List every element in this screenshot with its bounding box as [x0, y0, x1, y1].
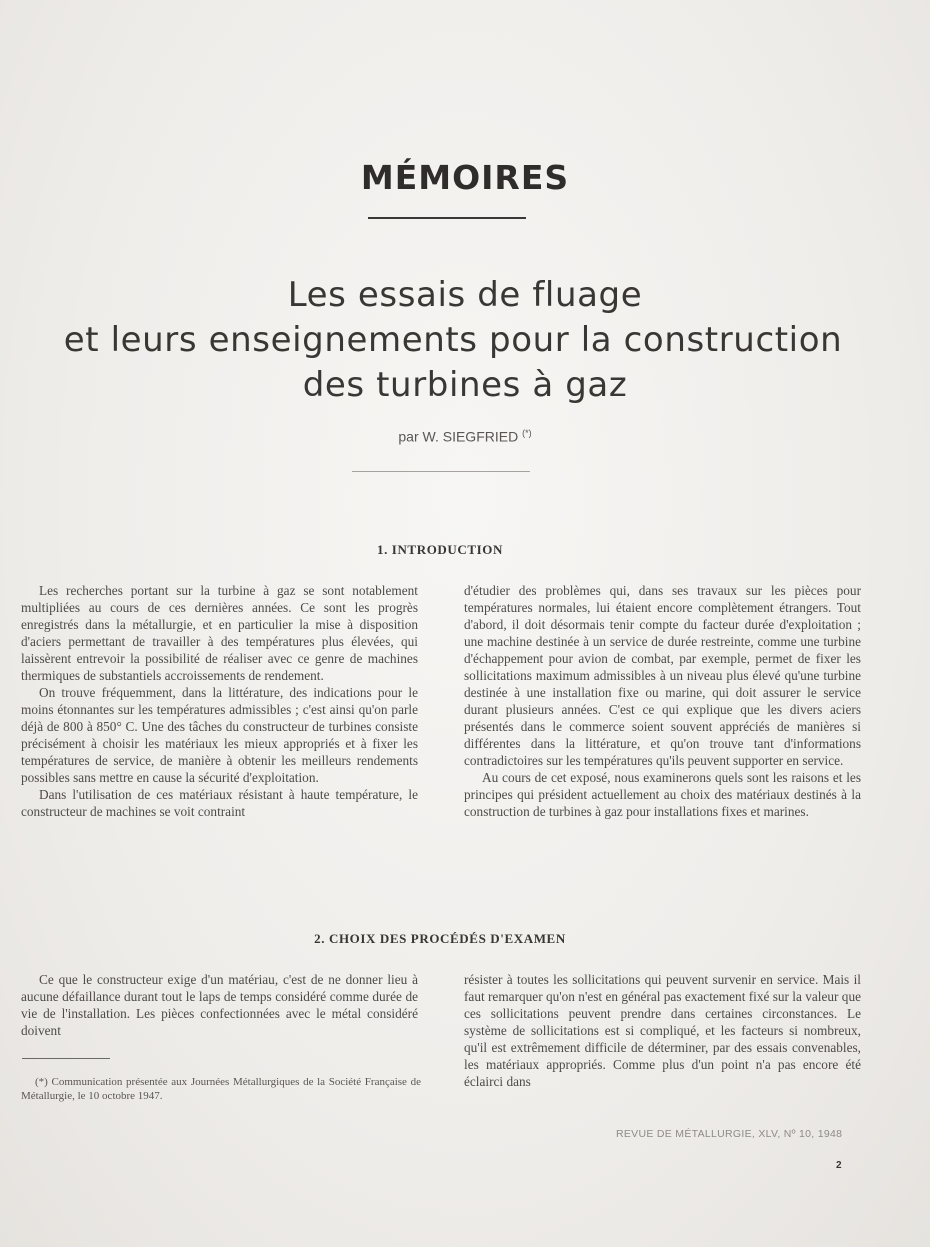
section-title-introduction: 1. INTRODUCTION	[376, 542, 503, 557]
author-byline	[0, 428, 930, 445]
section-heading: MÉMOIRES	[360, 158, 570, 197]
page-number: 2	[836, 1160, 842, 1171]
choix-paragraph-1-continued: résister à toutes les sollicitations qui peuvent survenir en service. Mais il faut remarquer qu'on n'est en général pas exactement fixé sur la valeur que ces sollicitations peuvent prendre dans certaines circonstances. Le système de sollicitations est si compliqué, et les facteurs si nombreux, qu'il est extrêmement difficile de déterminer, par des essais convenables, les matériaux appropriés. Comme plus d'un point n'a pas encore été éclairci dans	[464, 972, 861, 1089]
author-name: par W. SIEGFRIED	[398, 428, 519, 445]
intro-paragraph-3: Dans l'utilisation de ces matériaux résistant à haute température, le constructeur de machines se voit contraint	[21, 787, 418, 819]
article-title-line-3: des turbines à gaz	[302, 365, 628, 405]
intro-left-column	[21, 582, 418, 820]
heading-rule	[368, 217, 526, 219]
intro-paragraph-1: Les recherches portant sur la turbine à gaz se sont notablement multipliées au cours de ces dernières années. Ce sont les progrès enregistrés dans la métallurgie, et en particulier la mise à disposition d'aciers permettant de travailler à des températures plus élevées, qui laissèrent entrevoir la possibilité de réaliser avec ce genre de machines thermiques de substantiels accroissements de rendement.	[21, 583, 418, 683]
intro-paragraph-3-continued: d'étudier des problèmes qui, dans ses travaux sur les pièces pour températures normales, lui étaient encore complètement étrangers. Tout d'abord, il doit désormais tenir compte du facteur durée d'exploitation ; une machine destinée à un service de durée restreinte, comme une turbine d'échappement pour avion de combat, par exemple, permet de fixer les sollicitations maximum admissibles à un niveau plus élevé qu'une turbine destinée à une installation fixe ou marine, qui doit assurer le service durant plusieurs années. C'est ce qui explique que les divers aciers présentés dans le commerce soient souvent appréciés de manières si différentes dans la littérature, et qu'on trouve tant d'informations contradictoires sur les températures qu'ils peuvent supporter en service.	[464, 583, 861, 768]
intro-paragraph-4: Au cours de cet exposé, nous examinerons quels sont les raisons et les principes qui président actuellement au choix des matériaux destinés à la construction de turbines à gaz pour installations fixes et marines.	[464, 770, 861, 819]
section-title-choix: 2. CHOIX DES PROCÉDÉS D'EXAMEN	[314, 931, 566, 946]
footnote-rule	[22, 1058, 110, 1059]
footnote-marker: (*)	[522, 428, 532, 438]
footnote	[21, 1075, 421, 1103]
intro-right-column	[464, 582, 861, 820]
intro-paragraph-2: On trouve fréquemment, dans la littérature, des indications pour le moins étonnantes sur les températures admissibles ; c'est ainsi qu'on parle déjà de 800 à 850° C. Une des tâches du constructeur de turbines consiste précisément à choisir les matériaux les mieux appropriés et à fixer les températures de service, de manière à obtenir les meilleurs rendements possibles sans mettre en cause la sécurité d'exploitation.	[21, 685, 418, 785]
title-divider	[352, 471, 530, 472]
article-title-line-1: Les essais de fluage	[287, 275, 643, 315]
journal-reference: REVUE DE MÉTALLURGIE, XLV, Nº 10, 1948	[616, 1128, 843, 1140]
footnote-text: (*) Communication présentée aux Journées Métallurgiques de la Société Française de Métallurgie, le 10 octobre 1947.	[21, 1076, 421, 1102]
article-title-line-2: et leurs enseignements pour la construction	[63, 320, 843, 360]
choix-left-column	[21, 971, 418, 1039]
choix-right-column	[464, 971, 861, 1090]
choix-paragraph-1: Ce que le constructeur exige d'un matériau, c'est de ne donner lieu à aucune défaillance durant tout le laps de temps considéré comme durée de vie de l'installation. Les pièces confectionnées avec le métal considéré doivent	[21, 972, 418, 1038]
